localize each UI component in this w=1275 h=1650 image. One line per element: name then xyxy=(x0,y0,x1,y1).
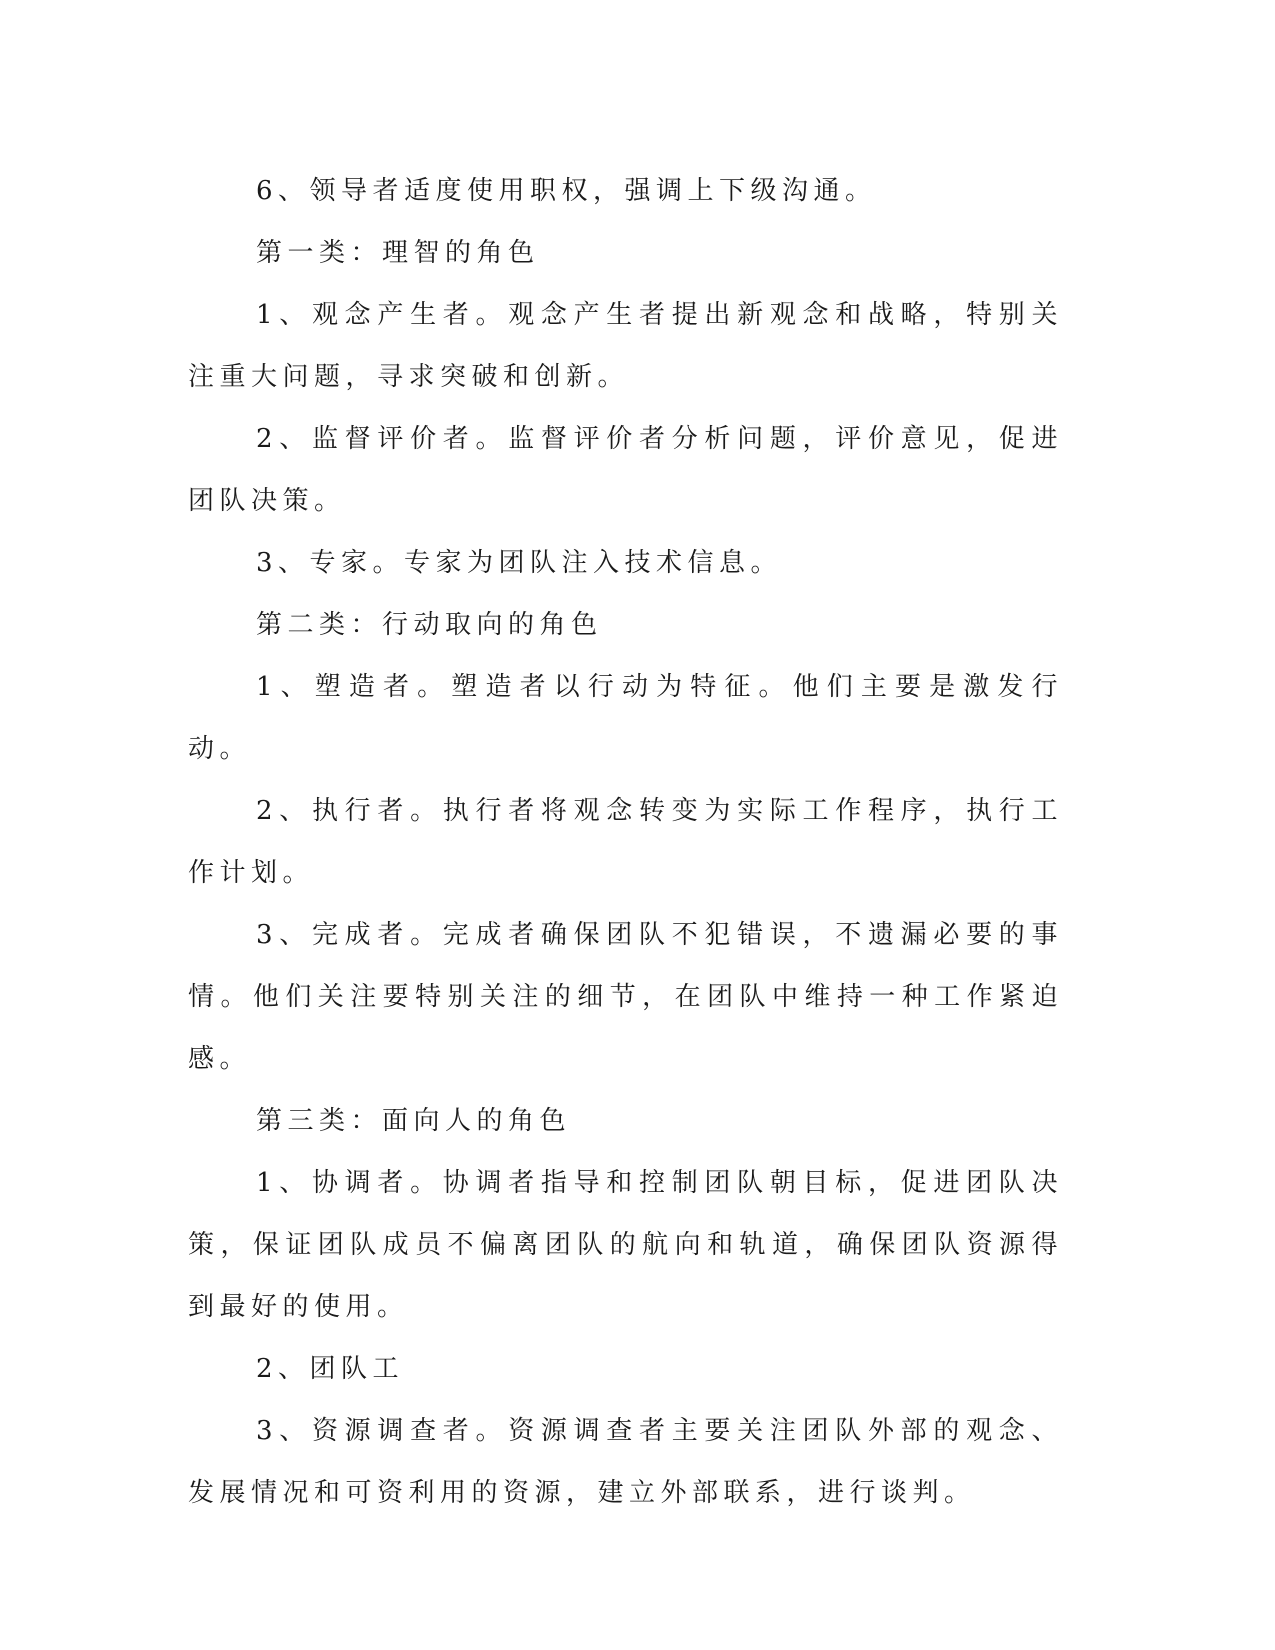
paragraph-monitor-evaluator: 2、监督评价者。监督评价者分析问题，评价意见，促进团队决策。 xyxy=(188,424,1063,516)
document-body xyxy=(188,160,1063,1524)
paragraph-teamworker: 2、团队工 xyxy=(256,1354,405,1384)
paragraph-completer: 3、完成者。完成者确保团队不犯错误，不遗漏必要的事情。他们关注要特别关注的细节，在团队中维持一种工作紧迫感。 xyxy=(188,920,1063,1074)
heading-category-2: 第二类：行动取向的角色 xyxy=(256,610,603,640)
paragraph-shaper: 1、塑造者。塑造者以行动为特征。他们主要是激发行动。 xyxy=(188,672,1063,764)
paragraph-specialist: 3、专家。专家为团队注入技术信息。 xyxy=(256,548,783,578)
paragraph-leader-authority: 6、领导者适度使用职权，强调上下级沟通。 xyxy=(256,176,877,206)
paragraph-idea-generator: 1、观念产生者。观念产生者提出新观念和战略，特别关注重大问题，寻求突破和创新。 xyxy=(188,300,1063,392)
paragraph-implementer: 2、执行者。执行者将观念转变为实际工作程序，执行工作计划。 xyxy=(188,796,1063,888)
heading-category-3: 第三类：面向人的角色 xyxy=(256,1106,572,1136)
paragraph-resource-investigator: 3、资源调查者。资源调查者主要关注团队外部的观念、发展情况和可资利用的资源，建立外部联系，进行谈判。 xyxy=(188,1416,1063,1508)
paragraph-coordinator: 1、协调者。协调者指导和控制团队朝目标，促进团队决策，保证团队成员不偏离团队的航向和轨道，确保团队资源得到最好的使用。 xyxy=(188,1168,1063,1322)
heading-category-1: 第一类：理智的角色 xyxy=(256,238,540,268)
